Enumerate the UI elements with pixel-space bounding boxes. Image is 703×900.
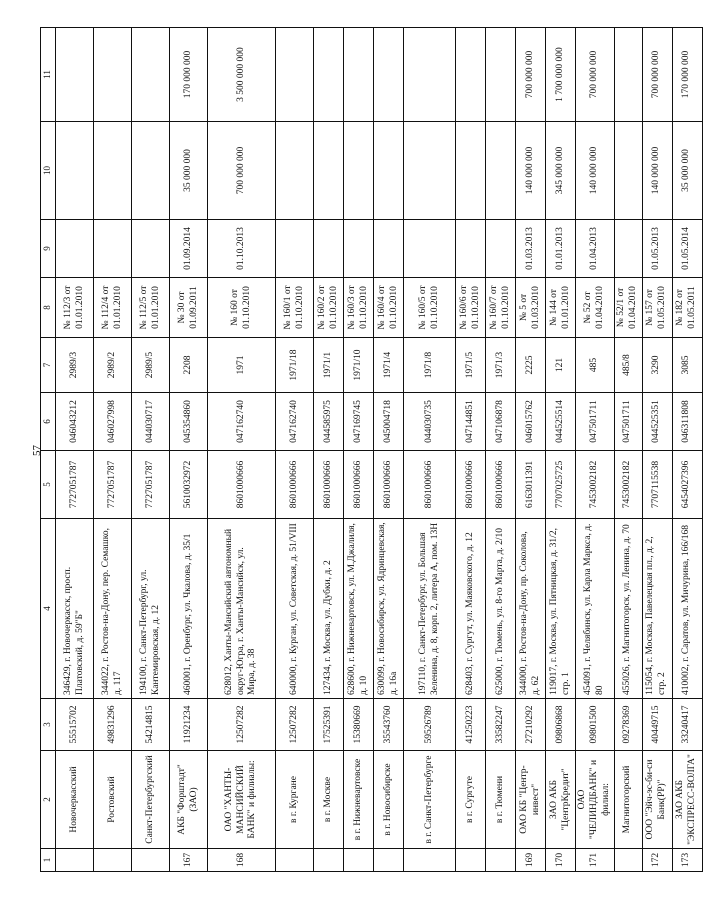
bank-name: Магнитогорский: [614, 751, 642, 849]
okpo-code: 17525391: [314, 699, 344, 751]
bank-name: ОАО КБ "Центр-инвест": [516, 751, 546, 849]
total-limit: [314, 28, 344, 122]
registration-number: 3290: [642, 338, 672, 393]
expiry-date: [276, 220, 314, 278]
bik: 044585975: [314, 393, 344, 451]
agreement-number: № 160 от 01.10.2010: [208, 278, 276, 338]
inn: 8601000666: [344, 451, 374, 519]
address: 119017, г. Москва, ул. Пятницкая, д. 31/2, стр. 1: [546, 519, 576, 699]
bik: 044525514: [546, 393, 576, 451]
okpo-code: 59526789: [404, 699, 456, 751]
table-row: [642, 28, 672, 872]
table-row: [56, 28, 94, 872]
amount-limit: 140 000 000: [576, 122, 615, 220]
amount-limit: [614, 122, 642, 220]
expiry-date: 01.10.2013: [208, 220, 276, 278]
bik: 045004718: [374, 393, 404, 451]
column-number: 2: [41, 751, 56, 849]
registration-number: 2225: [516, 338, 546, 393]
bank-name: ОАО "ЧЕЛИНДБАНК" и филиал:: [576, 751, 615, 849]
table-row: [404, 28, 456, 872]
bik: 046043212: [56, 393, 94, 451]
bik: 046311808: [672, 393, 702, 451]
total-limit: 1 700 000 000: [546, 28, 576, 122]
inn: 7707025725: [546, 451, 576, 519]
expiry-date: 01.09.2014: [170, 220, 208, 278]
agreement-number: № 160/2 от 01.10.2010: [314, 278, 344, 338]
registration-number: 2208: [170, 338, 208, 393]
address: 127434, г. Москва, ул. Дубки, д. 2: [314, 519, 344, 699]
amount-limit: 700 000 000: [208, 122, 276, 220]
address: 346429, г. Новочеркасск, просп. Платовский, д. 59"Б": [56, 519, 94, 699]
inn: 7727051787: [94, 451, 132, 519]
address: 194100, г. Санкт-Петербург, ул. Кантемировская, д. 12: [132, 519, 170, 699]
total-limit: 3 500 000 000: [208, 28, 276, 122]
inn: 7453002182: [576, 451, 615, 519]
registration-number: 2989/3: [56, 338, 94, 393]
expiry-date: [94, 220, 132, 278]
row-number: 170: [546, 849, 576, 872]
registration-number: 1971/4: [374, 338, 404, 393]
column-number: 4: [41, 519, 56, 699]
row-number: [276, 849, 314, 872]
bank-name: Новочеркасский: [56, 751, 94, 849]
table-row: [576, 28, 615, 872]
address: 630099, г. Новосибирск, ул. Ядринцевская, д. 16а: [374, 519, 404, 699]
column-number: 3: [41, 699, 56, 751]
bank-name: ООО "Эйч-эс-би-си Банк(РР)": [642, 751, 672, 849]
table-row: [546, 28, 576, 872]
address: 455026, г. Магнитогорск, ул. Ленина, д. 70: [614, 519, 642, 699]
agreement-number: № 157 от 01.05.2010: [642, 278, 672, 338]
okpo-code: 40449715: [642, 699, 672, 751]
agreement-number: № 160/4 от 01.10.2010: [374, 278, 404, 338]
agreement-number: № 160/6 от 01.10.2010: [456, 278, 486, 338]
total-limit: [374, 28, 404, 122]
agreement-number: № 160/7 от 01.10.2010: [486, 278, 516, 338]
row-number: [56, 849, 94, 872]
amount-limit: [314, 122, 344, 220]
bank-name: в г. Сургуте: [456, 751, 486, 849]
table-row: [456, 28, 486, 872]
expiry-date: 01.04.2013: [576, 220, 615, 278]
column-number: 9: [41, 220, 56, 278]
bank-name: в г. Москве: [314, 751, 344, 849]
amount-limit: 140 000 000: [516, 122, 546, 220]
inn: 8601000666: [276, 451, 314, 519]
total-limit: [56, 28, 94, 122]
total-limit: [404, 28, 456, 122]
amount-limit: [56, 122, 94, 220]
expiry-date: [614, 220, 642, 278]
address: 344000, г. Ростов-на-Дону, пр. Соколова, д. 62: [516, 519, 546, 699]
agreement-number: № 160/1 от 01.10.2010: [276, 278, 314, 338]
amount-limit: [404, 122, 456, 220]
bik: 047169745: [344, 393, 374, 451]
bank-name: АКБ "Форштадт" (ЗАО): [170, 751, 208, 849]
bank-name: ЗАО АКБ "ЦентрКредит": [546, 751, 576, 849]
expiry-date: 01.05.2014: [672, 220, 702, 278]
expiry-date: 01.05.2013: [642, 220, 672, 278]
bik: 047501711: [614, 393, 642, 451]
row-number: [344, 849, 374, 872]
registration-number: 1971/1: [314, 338, 344, 393]
agreement-number: № 112/5 от 01.01.2010: [132, 278, 170, 338]
expiry-date: [56, 220, 94, 278]
amount-limit: [486, 122, 516, 220]
column-number: 8: [41, 278, 56, 338]
agreement-number: № 52/1 от 01.04.2010: [614, 278, 642, 338]
bik: 047106878: [486, 393, 516, 451]
bik: 047144851: [456, 393, 486, 451]
amount-limit: [276, 122, 314, 220]
bank-name: ОАО "ХАНТЫ-МАНСИЙСКИЙ БАНК" и филиалы:: [208, 751, 276, 849]
amount-limit: [344, 122, 374, 220]
bank-registry-table: [40, 27, 703, 872]
bank-name: в г. Нижневартовске: [344, 751, 374, 849]
total-limit: 700 000 000: [642, 28, 672, 122]
expiry-date: [374, 220, 404, 278]
registration-number: 1971: [208, 338, 276, 393]
bik: 047501711: [576, 393, 615, 451]
inn: 8601000666: [404, 451, 456, 519]
column-number: 10: [41, 122, 56, 220]
inn: 8601000666: [374, 451, 404, 519]
address: 410002, г. Саратов, ул. Мичурина, 166/168: [672, 519, 702, 699]
agreement-number: № 30 от 01.09.2011: [170, 278, 208, 338]
amount-limit: 140 000 000: [642, 122, 672, 220]
inn: 5610032972: [170, 451, 208, 519]
total-limit: [456, 28, 486, 122]
row-number: 172: [642, 849, 672, 872]
okpo-code: 33582247: [486, 699, 516, 751]
expiry-date: [314, 220, 344, 278]
okpo-code: 12507282: [276, 699, 314, 751]
expiry-date: [132, 220, 170, 278]
expiry-date: [456, 220, 486, 278]
address: 640000, г. Курган, ул. Советская, д. 51/VIII: [276, 519, 314, 699]
address: 625000, г. Тюмень, ул. 8-го Марта, д. 2/10: [486, 519, 516, 699]
registration-number: 1971/5: [456, 338, 486, 393]
registration-number: 1971/3: [486, 338, 516, 393]
inn: 7453002182: [614, 451, 642, 519]
table-row: [344, 28, 374, 872]
table-row: [672, 28, 702, 872]
address: 454091, г. Челябинск, ул. Карла Маркса, д. 80: [576, 519, 615, 699]
agreement-number: № 52 от 01.04.2010: [576, 278, 615, 338]
agreement-number: № 112/3 от 01.01.2010: [56, 278, 94, 338]
total-limit: [344, 28, 374, 122]
row-number: 173: [672, 849, 702, 872]
table-row: [94, 28, 132, 872]
table-row: [374, 28, 404, 872]
amount-limit: [456, 122, 486, 220]
agreement-number: № 5 от 01.03.2010: [516, 278, 546, 338]
registration-number: 2989/2: [94, 338, 132, 393]
total-limit: [614, 28, 642, 122]
agreement-number: № 160/5 от 01.10.2010: [404, 278, 456, 338]
bik: 044030717: [132, 393, 170, 451]
row-number: 169: [516, 849, 546, 872]
column-number: 1: [41, 849, 56, 872]
okpo-code: 49831296: [94, 699, 132, 751]
total-limit: 170 000 000: [170, 28, 208, 122]
page-number: 57: [31, 445, 43, 456]
bank-name: в г. Санкт-Петербурге: [404, 751, 456, 849]
inn: 7707115538: [642, 451, 672, 519]
bik: 044525351: [642, 393, 672, 451]
amount-limit: [132, 122, 170, 220]
total-limit: 700 000 000: [516, 28, 546, 122]
address: 628012, Ханты-Мансийский автономный округ-Югра, г. Ханты-Мансийск, ул. Мира, д. 38: [208, 519, 276, 699]
row-number: [132, 849, 170, 872]
inn: 6163011391: [516, 451, 546, 519]
registration-number: 121: [546, 338, 576, 393]
address: 197110, г. Санкт-Петербург, ул. Большая Зеленина, д. 8, корп. 2, литера А, пом. 13Н: [404, 519, 456, 699]
table-row: [276, 28, 314, 872]
expiry-date: 01.01.2013: [546, 220, 576, 278]
registration-number: 3085: [672, 338, 702, 393]
row-number: [404, 849, 456, 872]
row-number: [314, 849, 344, 872]
table-row: [614, 28, 642, 872]
address: 628403, г. Сургут, ул. Маяковского, д. 12: [456, 519, 486, 699]
inn: 7727051787: [132, 451, 170, 519]
table-row: [132, 28, 170, 872]
okpo-code: 35543760: [374, 699, 404, 751]
agreement-number: № 112/4 от 01.01.2010: [94, 278, 132, 338]
column-number: 5: [41, 451, 56, 519]
address: 344022, г. Ростов-на-Дону, пер. Семашко, д. 117: [94, 519, 132, 699]
bank-name: Санкт-Петербургский: [132, 751, 170, 849]
row-number: 168: [208, 849, 276, 872]
amount-limit: 35 000 000: [672, 122, 702, 220]
bik: 045354860: [170, 393, 208, 451]
agreement-number: № 182 от 01.05.2011: [672, 278, 702, 338]
row-number: 171: [576, 849, 615, 872]
bik: 046015762: [516, 393, 546, 451]
registration-number: 2989/5: [132, 338, 170, 393]
expiry-date: [404, 220, 456, 278]
row-number: [374, 849, 404, 872]
expiry-date: [344, 220, 374, 278]
registration-number: 1971/8: [404, 338, 456, 393]
column-number: 6: [41, 393, 56, 451]
amount-limit: [374, 122, 404, 220]
rotated-page: [40, 28, 698, 872]
bank-name: Ростовский: [94, 751, 132, 849]
inn: 8601000666: [314, 451, 344, 519]
total-limit: [132, 28, 170, 122]
bik: 044030735: [404, 393, 456, 451]
address: 628600, г. Нижневартовск, ул. М.Джалиля, д. 10: [344, 519, 374, 699]
registration-number: 1971/18: [276, 338, 314, 393]
registration-number: 485: [576, 338, 615, 393]
amount-limit: 35 000 000: [170, 122, 208, 220]
amount-limit: 345 000 000: [546, 122, 576, 220]
table-row: [516, 28, 546, 872]
okpo-code: 33240417: [672, 699, 702, 751]
agreement-number: № 160/3 от 01.10.2010: [344, 278, 374, 338]
bank-name: в г. Тюмени: [486, 751, 516, 849]
bank-name: ЗАО АКБ "ЭКСПРЕСС-ВОЛГА": [672, 751, 702, 849]
bik: 046027998: [94, 393, 132, 451]
column-number: 7: [41, 338, 56, 393]
amount-limit: [94, 122, 132, 220]
total-limit: [486, 28, 516, 122]
inn: 6454027396: [672, 451, 702, 519]
bank-name: в г. Кургане: [276, 751, 314, 849]
header-row: [41, 28, 56, 872]
row-number: [614, 849, 642, 872]
okpo-code: 54214815: [132, 699, 170, 751]
table-row: [314, 28, 344, 872]
okpo-code: 12507282: [208, 699, 276, 751]
row-number: [456, 849, 486, 872]
okpo-code: 09278369: [614, 699, 642, 751]
total-limit: [276, 28, 314, 122]
inn: 7727051787: [56, 451, 94, 519]
bik: 047162740: [276, 393, 314, 451]
inn: 8601000666: [208, 451, 276, 519]
okpo-code: 15380669: [344, 699, 374, 751]
row-number: [94, 849, 132, 872]
row-number: [486, 849, 516, 872]
okpo-code: 41250223: [456, 699, 486, 751]
row-number: 167: [170, 849, 208, 872]
okpo-code: 11921234: [170, 699, 208, 751]
table-row: [486, 28, 516, 872]
registration-number: 485/8: [614, 338, 642, 393]
agreement-number: № 144 от 01.01.2010: [546, 278, 576, 338]
okpo-code: 27210292: [516, 699, 546, 751]
inn: 8601000666: [456, 451, 486, 519]
inn: 8601000666: [486, 451, 516, 519]
table-row: [170, 28, 208, 872]
column-number: 11: [41, 28, 56, 122]
okpo-code: 09801500: [576, 699, 615, 751]
expiry-date: [486, 220, 516, 278]
okpo-code: 55515702: [56, 699, 94, 751]
total-limit: 700 000 000: [576, 28, 615, 122]
table-row: [208, 28, 276, 872]
registration-number: 1971/10: [344, 338, 374, 393]
address: 460001, г. Оренбург, ул. Чкалова, д. 35/1: [170, 519, 208, 699]
bik: 047162740: [208, 393, 276, 451]
okpo-code: 09806868: [546, 699, 576, 751]
total-limit: 170 000 000: [672, 28, 702, 122]
total-limit: [94, 28, 132, 122]
bank-name: в г. Новосибирске: [374, 751, 404, 849]
address: 115054, г. Москва, Павелецкая пл., д. 2, стр. 2: [642, 519, 672, 699]
expiry-date: 01.03.2013: [516, 220, 546, 278]
